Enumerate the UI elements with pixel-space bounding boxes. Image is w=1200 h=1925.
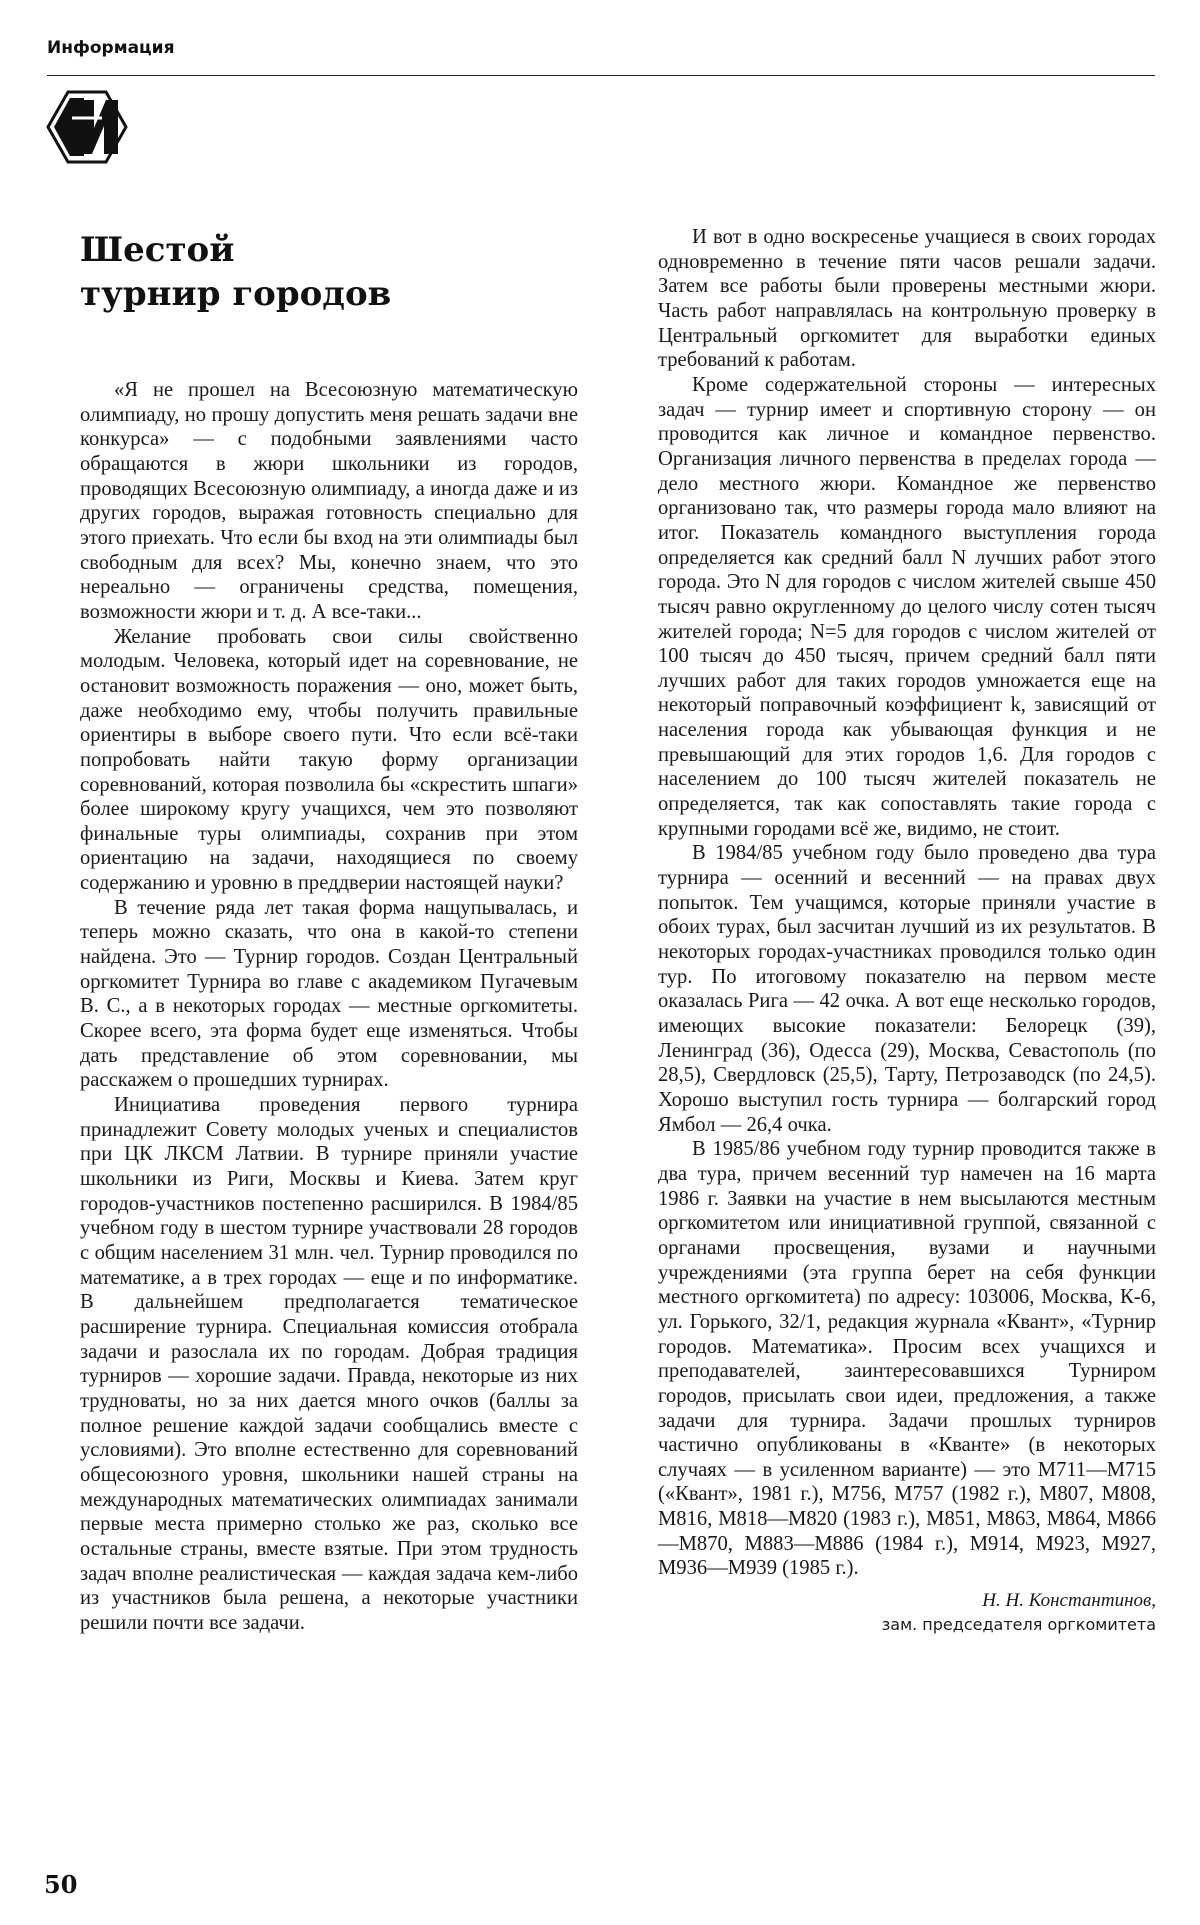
page-number: 50 <box>44 1870 78 1899</box>
paragraph: В 1985/86 учебном году турнир проводится также в два тура, причем весенний тур намечен на 16 марта 1986 г. Заявки на участие в нем высылаются местным оргкомитетом или инициативной группой, связанной с органами просвещения, вузами и научными учреждениями (эта группа берет на себя функции местного оргкомитета) по адресу: 103006, Москва, К-6, ул. Горького, 32/1, редакция журнала «Квант», «Турнир городов. Математика». Просим всех учащихся и преподавателей, заинтересовавшихся Турниром городов, присылать свои идеи, предложения, а также задачи для турнира. Задачи прошлых турниров частично опубликованы в «Кванте» (в некоторых случаях — в усиленном варианте) — это М711—М715 («Квант», 1981 г.), М756, М757 (1982 г.), М807, М808, М816, М818—М820 (1983 г.), М851, М863, М864, М866—М870, М883—М886 (1984 г.), М914, М923, М927, М936—М939 (1985 г.). <box>658 1138 1156 1580</box>
article-title <box>80 228 391 316</box>
author-name: Н. Н. Константинов, <box>982 1590 1156 1612</box>
signature <box>658 1589 1156 1637</box>
paragraph: И вот в одно воскресенье учащиеся в своих городах одновременно в течение пяти часов решали задачи. Затем все работы были проверены местными жюри. Часть работ направлялась на контрольную проверку в Центральный оргкомитет для выработки единых требований к работам. <box>658 226 1156 372</box>
header-rule <box>47 75 1155 76</box>
paragraph: В 1984/85 учебном году было проведено два тура турнира — осенний и весенний — на правах двух попыток. Тем учащимся, которые приняли участие в обоих турах, был засчитан лучший из их результатов. В некоторых городах-участниках проводился только один тур. По итоговому показателю на первом месте оказалась Рига — 42 очка. А вот еще несколько городов, имеющих высокие показатели: Белорецк (39), Ленинград (36), Одесса (29), Москва, Севастополь (по 28,5), Свердловск (25,5), Тарту, Петрозаводск (по 24,5). Хорошо выступил гость турнира — болгарский город Ямбол — 26,4 очка. <box>658 842 1156 1136</box>
right-column <box>658 225 1156 1637</box>
article-title-line-1: Шестой <box>80 230 235 270</box>
paragraph: Желание пробовать свои силы свойственно молодым. Человека, который идет на соревнование, не остановит возможность поражения — оно, может быть, даже необходимо ему, чтобы получить правильные ориентиры в выборе своего пути. Что если всё-таки попробовать найти такую форму организации соревнований, которая позволила бы «скрестить шпаги» более широкому кругу учащихся, чем это позволяют финальные туры олимпиады, сохранив при этом ориентацию на задачи, находящиеся по своему содержанию и уровню в преддверии настоящей науки? <box>80 625 578 895</box>
article-title-line-2: турнир городов <box>80 274 392 314</box>
paragraph: В течение ряда лет такая форма нащупывалась, и теперь можно сказать, что она в какой-то степени найдена. Это — Турнир городов. Создан Центральный оргкомитет Турнира во главе с академиком Пугачевым В. С., а в некоторых городах — местные оргкомитеты. Скорее всего, эта форма будет еще изменяться. Чтобы дать представление об этом соревновании, мы расскажем о прошедших турнирах. <box>80 896 578 1092</box>
author-role: зам. председателя оргкомитета <box>881 1615 1156 1635</box>
paragraph: Кроме содержательной стороны — интересных задач — турнир имеет и спортивную сторону — он проводится как личное и командное первенство. Организация личного первенства в пределах города — дело местного жюри. Командное же первенство организовано так, что размеры города мало влияют на итог. Показатель командного выступления города определяется как средний балл N лучших работ этого города. Это N для городов с числом жителей свыше 450 тысяч равно округленному до целого числу сотен тысяч жителей города; N=5 для городов с числом жителей от 100 тысяч до 450 тысяч, причем средний балл пяти лучших работ для таких городов умножается еще на некоторый поправочный коэффициент k, зависящий от населения города как убывающая функция и не превышающий для этих городов 1,6. Для городов с населением до 100 тысяч жителей показатель не определяется, так как сопоставлять такие города с крупными городами всё же, видимо, не стоит. <box>658 373 1156 840</box>
paragraph: «Я не прошел на Всесоюзную математическую олимпиаду, но прошу допустить меня решать задачи вне конкурса» — с подобными заявлениями часто обращаются в жюри школьники из городов, проводящих Всесоюзную олимпиаду, а иногда даже и из других городов, выражая готовность специально для этого приехать. Что если бы вход на эти олимпиады был свободным для всех? Мы, конечно знаем, что это нереально — ограничены средства, помещения, возможности жюри и т. д. А все-таки... <box>80 379 578 623</box>
left-column <box>80 378 578 1635</box>
section-label: Информация <box>47 38 175 58</box>
letter-i-logo-icon <box>44 88 130 166</box>
paragraph: Инициатива проведения первого турнира принадлежит Совету молодых ученых и специалистов при ЦК ЛКСМ Латвии. В турнире приняли участие школьники из Риги, Москвы и Киева. Затем круг городов-участников постепенно расширился. В 1984/85 учебном году в шестом турнире участвовали 28 городов с общим населением 31 млн. чел. Турнир проводился по математике, а в трех городах — еще и по информатике. В дальнейшем предполагается тематическое расширение турнира. Специальная комиссия отобрала задачи и разослала их по городам. Добрая традиция турниров — хорошие задачи. Правда, некоторые из них трудноваты, но за них дается много очков (баллы за полное решение каждой задачи сообщались вместе с условиями). Это вполне естественно для соревнований общесоюзного уровня, школьники нашей страны на международных математических олимпиадах занимали первые места примерно столько же раз, сколько все остальные страны, вместе взятые. При этом трудность задач вполне реалистическая — каждая задача кем-либо из участников была решена, а некоторые участники решили почти все задачи. <box>80 1094 578 1634</box>
